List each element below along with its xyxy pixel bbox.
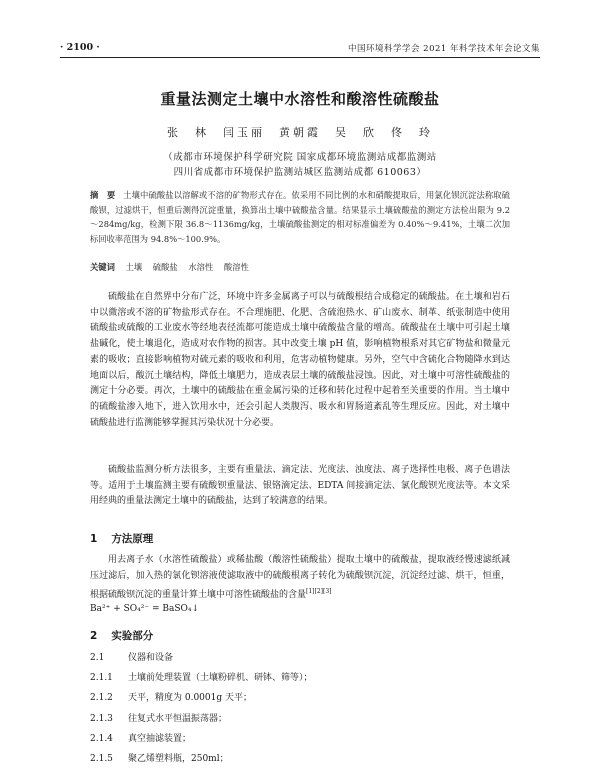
reference-marks: [1][2][3]	[306, 588, 332, 596]
page-number: · 2100 ·	[60, 42, 100, 53]
list-item	[90, 668, 510, 688]
keyword: 水溶性	[188, 262, 214, 272]
section-number: 1	[90, 533, 98, 545]
item-number: 2.1.2	[90, 693, 113, 704]
intro-paragraph-2: 硫酸盐监测分析方法很多，主要有重量法、滴定法、光度法、浊度法、离子选择性电极、离子色谱法等。适用于土壤监测主要有硫酸钡重量法、银铬滴定法、EDTA 间接滴定法、氯化酸钡光度法等。本文采用经典的重量法测定土壤中的硫酸盐，达到了较满意的结果。	[90, 465, 510, 507]
item-text: 往复式水平恒温振荡器；	[128, 713, 228, 724]
affiliation-line-1: （成都市环境保护科学研究院 国家成都环境监测站成都监测站	[163, 152, 437, 163]
intro-paragraph-1: 硫酸盐在自然界中分布广泛，环境中许多金属离子可以与硫酸根结合成稳定的硫酸盐。在土壤和岩石中以微溶或不溶的矿物盐形式存在。不合理施肥、化肥、含硫泡热水、矿山废水、制革、纸张制造中使用硫酸盐或硫酸的工业废水等经地表径流都可能造成土壤中硫酸盐含量的增高。硫酸盐在土壤中可引起土壤盐碱化，使土壤退化，造成对农作物的损害。其中改变土壤 pH 值，影响植物根系对其它矿物盐和微量元素的吸收；直接影响植物对硫元素的吸收和利用，危害动植物健康。另外，空气中含硫化合物随降水到达地面以后，酸沉土壤结构，降低土壤肥力，造成表层土壤的硫酸盐浸蚀。因此，对土壤中可溶性硫酸盐的测定十分必要。再次，土壤中的硫酸盐在重金属污染的迁移和转化过程中起着至关重要的作用。当土壤中的硫酸盐渗入地下，进入饮用水中，还会引起人类腹泻、吸水和胃肠道紊乱等生理反应。因此，对土壤中硫酸盐进行监测能够掌握其污染状况十分必要。	[90, 292, 510, 428]
running-header	[60, 40, 540, 56]
item-number: 2.1.3	[90, 713, 113, 724]
keyword: 土壤	[125, 262, 143, 272]
abstract-text: 土壤中硫酸盐以溶解或不溶的矿物形式存在。依采用不同比例的水和硝酸提取后，用氯化钡沉淀法称取硫酸钡，过滤烘干，恒重后测得沉淀重量，换算出土壤中硫酸盐含量。结果显示土壤硫酸盐的测定方法检出限为 9.2～284mg/kg，检测下限 36.8～1136mg/kg，土壤硫酸盐测定的相对标准偏差为 0.40%～9.41%，土壤二次加标回收率范围为 94.8%～100.9%。	[90, 190, 510, 244]
keywords-label: 关键词	[90, 262, 115, 272]
paper-title: 重量法测定土壤中水溶性和酸溶性硫酸盐	[160, 90, 440, 108]
author-list: 张 林 闫玉丽 黄朝霞 吴 欣 佟 玲	[167, 126, 433, 139]
section-heading-2	[90, 628, 153, 643]
item-text: 天平，精度为 0.0001g 天平；	[128, 693, 252, 704]
item-number: 2.1.1	[90, 673, 113, 684]
list-item	[90, 688, 510, 708]
section-title: 实验部分	[111, 630, 154, 642]
item-text: 真空抽滤装置；	[128, 733, 192, 744]
conference-name: 中国环境科学学会 2021 年科学技术年会论文集	[347, 44, 540, 54]
keywords	[90, 261, 510, 273]
list-item	[90, 749, 510, 769]
item-text: 土壤前处理装置（土壤粉碎机、研钵、筛等）；	[128, 673, 313, 684]
method-paragraph	[90, 553, 510, 604]
abstract-label: 摘 要	[90, 190, 116, 200]
method-text: 用去离子水（水溶性硫酸盐）或稀盐酸（酸溶性硫酸盐）提取土壤中的硫酸盐，提取液经慢速滤纸减压过滤后，加入热的氯化钡溶液使滤取液中的硫酸根离子转化为硫酸钡沉淀，沉淀经过滤、烘干，恒重，根据硫酸钡沉淀的重量计算土壤中可溶性硫酸盐的含量	[90, 555, 510, 601]
item-text: 聚乙烯塑料瓶，250ml；	[128, 753, 229, 764]
abstract	[90, 188, 510, 246]
subsection-number: 2.1	[90, 653, 105, 663]
list-item	[90, 729, 510, 749]
section-number: 2	[90, 630, 98, 642]
reaction-equation: Ba²⁺ + SO₄²⁻ = BaSO₄↓	[90, 604, 200, 614]
keyword: 硫酸盐	[152, 262, 178, 272]
section-title: 方法原理	[111, 533, 154, 545]
equipment-list	[90, 648, 510, 769]
subsection-title: 仪器和设备	[128, 653, 174, 663]
header-rule	[60, 57, 540, 58]
keyword: 酸溶性	[223, 262, 249, 272]
affiliation-line-2: 四川省成都市环境保护监测站城区监测站成都 610063）	[173, 167, 427, 178]
list-item	[90, 709, 510, 729]
section-heading-1	[90, 531, 153, 546]
list-item	[90, 648, 510, 668]
item-number: 2.1.4	[90, 733, 113, 744]
item-number: 2.1.5	[90, 753, 113, 764]
